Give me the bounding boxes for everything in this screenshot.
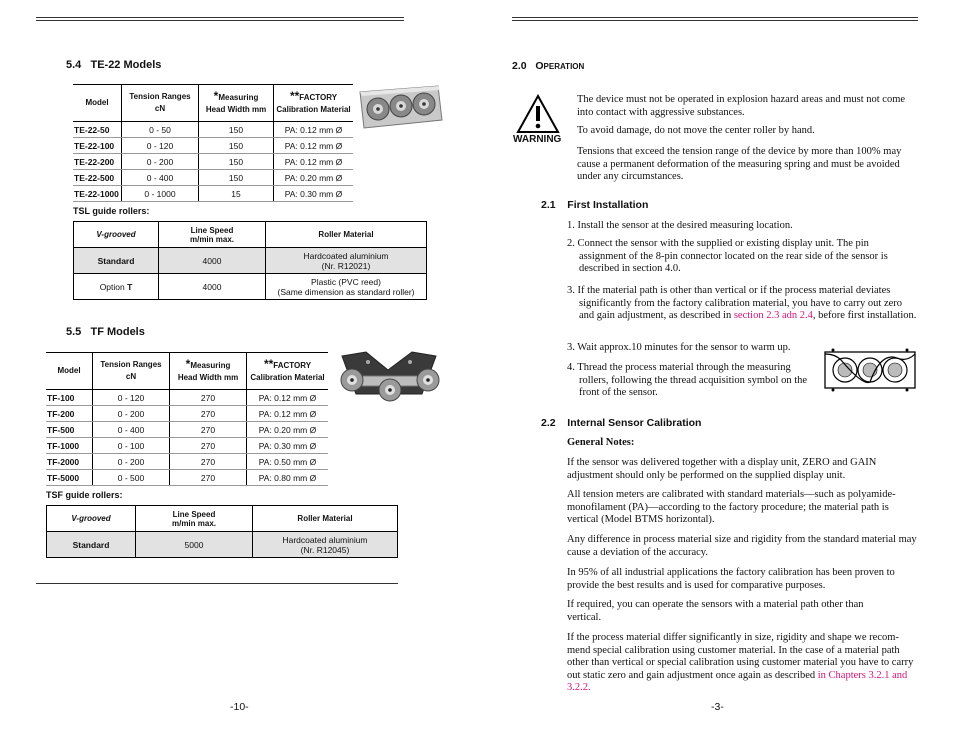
section-2-2-heading: 2.2 Internal Sensor Calibration <box>541 417 702 429</box>
install-step-3: 3. If the material path is other than vertical or if the process material deviates significantly from the factory calibration material, you have to carry out zero and gain adjustment, as described in section 2.3 adn 2.4, before first installation. <box>567 285 917 322</box>
general-notes-heading: General Notes: <box>567 437 635 448</box>
col-model: Model <box>73 85 122 122</box>
left-header-rule <box>36 17 404 21</box>
table-row: TE-22-50 0 - 50 150 PA: 0.12 mm Ø <box>73 122 353 138</box>
table-row: TE-22-500 0 - 400 150 PA: 0.20 mm Ø <box>73 170 353 186</box>
table-row: TF-5000 0 - 500 270 PA: 0.80 mm Ø <box>46 470 328 486</box>
notes-para-6: If the process material differ significantly in size, rigidity and shape we recom-mend special calibration using customer material. In the case of a material path other than vertical or special calibration using customer material you have to carry out static zero and gain adjustment once again as described in Chapters 3.2.1 and 3.2.2. <box>567 632 914 694</box>
right-header-rule <box>512 17 918 21</box>
section-2-0-heading: 2.0 OPERATION <box>512 60 585 72</box>
install-step-4: 3. Wait approx.10 minutes for the sensor to warm up. <box>567 342 791 353</box>
table-row: TF-200 0 - 200 270 PA: 0.12 mm Ø <box>46 406 328 422</box>
install-step-2: 2. Connect the sensor with the supplied or existing display unit. The pin assignment of the 8-pin connector located on the rear side of the sensor is described in section 4.0. <box>567 238 888 275</box>
chapters-3-2-link[interactable]: in Chapters 3.2.1 and 3.2.2. <box>567 669 908 694</box>
table-row: TE-22-1000 0 - 1000 15 PA: 0.30 mm Ø <box>73 186 353 202</box>
tsf-guide-label: TSF guide rollers: <box>46 490 123 500</box>
thread-acquisition-symbol <box>823 346 917 394</box>
col-measuring: *Measuring Head Width mm <box>199 85 274 122</box>
te22-spec-table <box>73 84 353 202</box>
left-page-number: -10- <box>230 701 249 713</box>
tsf-guide-table: V-grooved Line Speed m/min max. Roller Material Standard 5000 Hardcoated aluminium (Nr. R12045) <box>46 505 398 558</box>
section-2-1-heading: 2.1 First Installation <box>541 199 649 211</box>
section-5-4-heading: 5.4 TE-22 Models <box>66 59 162 71</box>
warning-text-3: Tensions that exceed the tension range of the device by more than 100% may cause a permanent deformation of the measuring spring and must be avoided under any circumstances. <box>577 146 902 183</box>
install-step-5: 4. Thread the process material through the measuring rollers, following the thread acquisition symbol on the front of the sensor. <box>567 362 808 399</box>
right-page-number: -3- <box>711 701 724 713</box>
table-row: TF-1000 0 - 100 270 PA: 0.30 mm Ø <box>46 438 328 454</box>
tsl-guide-label: TSL guide rollers: <box>73 206 150 216</box>
col-factory: **FACTORY Calibration Material <box>247 353 329 390</box>
col-measuring: *Measuring Head Width mm <box>170 353 247 390</box>
notes-para-5: If required, you can operate the sensors with a material path other than vertical. <box>567 599 864 623</box>
col-model: Model <box>46 353 93 390</box>
section-2-3-link[interactable]: section 2.3 adn 2.4 <box>733 310 813 322</box>
te22-device-photo <box>358 82 444 132</box>
notes-para-4: In 95% of all industrial applications the factory calibration has been proven to provide the best results and is used for comparative purposes. <box>567 567 895 591</box>
col-tension: Tension Ranges cN <box>122 85 199 122</box>
warning-text-2: To avoid damage, do not move the center roller by hand. <box>577 125 815 136</box>
warning-text-1: The device must not be operated in explosion hazard areas and must not come into contact with aggressive substances. <box>577 94 906 118</box>
table-row: TF-500 0 - 400 270 PA: 0.20 mm Ø <box>46 422 328 438</box>
table-row: TE-22-200 0 - 200 150 PA: 0.12 mm Ø <box>73 154 353 170</box>
tf-device-photo <box>338 350 440 408</box>
tf-spec-table <box>46 352 328 486</box>
notes-para-2: All tension meters are calibrated with standard materials—such as polyamide-monofilament (PA)—according to the factory procedure; the material path is vertical (Model BTMS horizontal). <box>567 489 896 526</box>
tsl-guide-table: V-grooved Line Speed m/min max. Roller Material Standard 4000 Hardcoated aluminium (Nr. R12021) Option T 4000 Plastic (PVC reed) (Same dimension as standard roller) <box>73 221 427 300</box>
notes-para-3: Any difference in process material size and rigidity from the standard material may cause a deviation of the accuracy. <box>567 534 917 558</box>
table-row: TF-2000 0 - 200 270 PA: 0.50 mm Ø <box>46 454 328 470</box>
notes-para-1: If the sensor was delivered together with a display unit, ZERO and GAIN adjustment should only be performed on the supplied display unit. <box>567 457 877 481</box>
warning-label: WARNING <box>513 134 562 145</box>
left-footer-rule <box>36 583 398 584</box>
install-step-1: 1. Install the sensor at the desired measuring location. <box>567 220 793 231</box>
warning-icon <box>516 94 560 134</box>
section-5-5-heading: 5.5 TF Models <box>66 326 145 338</box>
col-tension: Tension Ranges cN <box>93 353 170 390</box>
col-factory: **FACTORY Calibration Material <box>274 85 354 122</box>
table-row: TF-100 0 - 120 270 PA: 0.12 mm Ø <box>46 390 328 406</box>
table-row: TE-22-100 0 - 120 150 PA: 0.12 mm Ø <box>73 138 353 154</box>
